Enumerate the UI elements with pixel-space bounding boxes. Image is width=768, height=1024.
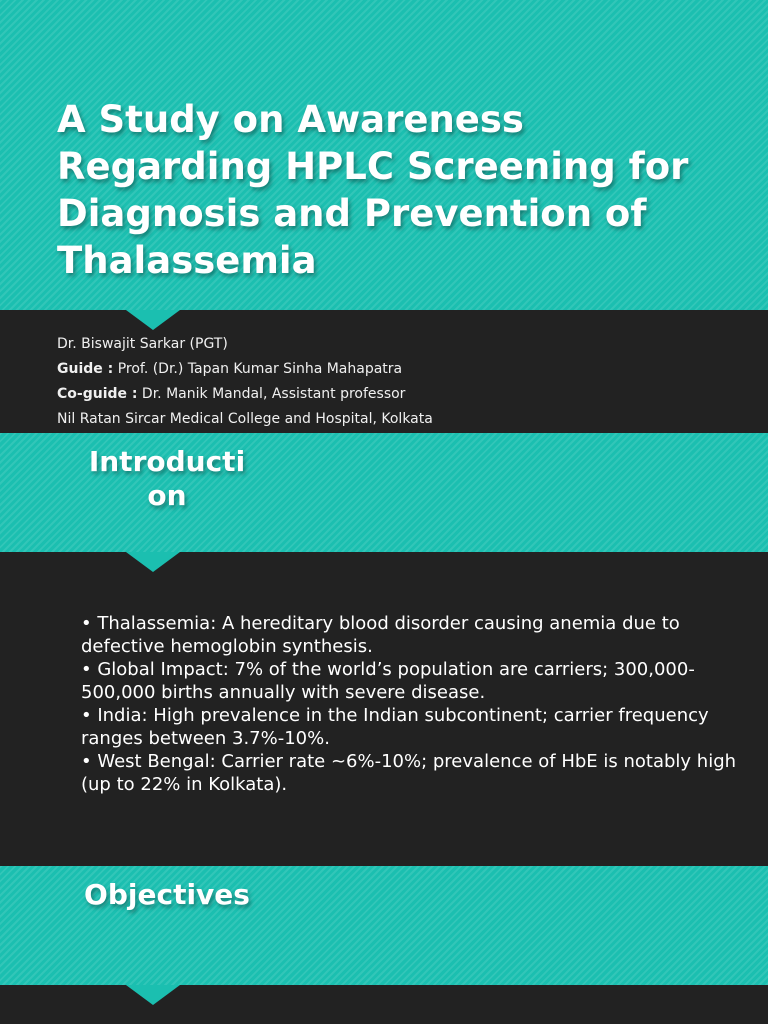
list-item: • West Bengal: Carrier rate ~6%-10%; prevalence of HbE is notably high (up to 22% in Kolkata).	[81, 751, 737, 795]
list-item: • India: High prevalence in the Indian subcontinent; carrier frequency ranges between 3.7%-10%.	[81, 705, 709, 749]
coguide-name: Dr. Manik Mandal, Assistant professor	[137, 386, 406, 402]
institution: Nil Ratan Sircar Medical College and Hospital, Kolkata	[57, 411, 433, 427]
introduction-list	[81, 612, 746, 796]
coguide-line	[57, 382, 433, 407]
coguide-label: Co-guide :	[57, 386, 138, 402]
introduction-heading: Introduction	[88, 445, 246, 512]
objectives-notch	[126, 985, 180, 1005]
objectives-body	[0, 985, 768, 1024]
list-item: • Thalassemia: A hereditary blood disorder causing anemia due to defective hemoglobin synthesis.	[81, 613, 680, 657]
author-name: Dr. Biswajit Sarkar (PGT)	[57, 336, 228, 352]
list-item: • Global Impact: 7% of the world’s population are carriers; 300,000-500,000 births annually with severe disease.	[81, 659, 695, 703]
title-notch	[126, 310, 180, 330]
page-title: A Study on Awareness Regarding HPLC Screening for Diagnosis and Prevention of Thalassemia	[57, 98, 689, 282]
author-info	[57, 332, 433, 432]
guide-line	[57, 357, 433, 382]
objectives-heading: Objectives	[84, 878, 250, 911]
guide-label: Guide :	[57, 361, 114, 377]
guide-name: Prof. (Dr.) Tapan Kumar Sinha Mahapatra	[113, 361, 403, 377]
introduction-notch	[126, 552, 180, 572]
